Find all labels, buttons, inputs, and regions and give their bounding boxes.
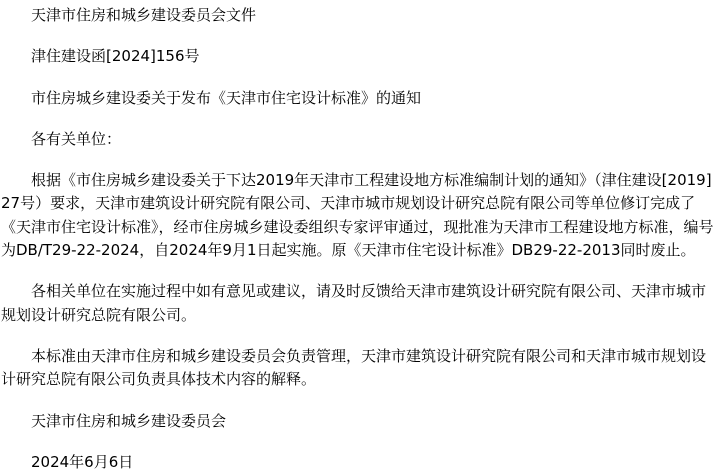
signature-date: 2024年6月6日 — [31, 452, 134, 471]
doc-number-line: 津住建设函[2024]156号 — [31, 47, 200, 66]
doc-title: 市住房城乡建设委关于发布《天津市住宅设计标准》的通知 — [31, 88, 422, 107]
paragraph-management: 本标准由天津市住房和城乡建设委员会负责管理，天津市建筑设计研究院有限公司和天津市城市规划设计研究总院有限公司负责具体技术内容的解释。 — [1, 346, 707, 389]
signature-org: 天津市住房和城乡建设委员会 — [31, 411, 227, 430]
paragraph-approval: 根据《市住房城乡建设委关于下达2019年天津市工程建设地方标准编制计划的通知》（津住建设[2019]27号）要求，天津市建筑设计研究院有限公司、天津市城市规划设计研究总院有限公司等单位修订完成了《天津市住宅设计标准》，经市住房城乡建设委组织专家评审通过，现批准为天津市工程建设地方标准，编号为DB/T29-22-2024，自2024年9月1日起实施。原《天津市住宅设计标准》DB29-22-2013同时废止。 — [1, 171, 714, 260]
salutation-line: 各有关单位： — [31, 129, 122, 148]
paragraph-feedback: 各相关单位在实施过程中如有意见或建议，请及时反馈给天津市建筑设计研究院有限公司、天津市城市规划设计研究总院有限公司。 — [1, 282, 707, 324]
org-header-line: 天津市住房和城乡建设委员会文件 — [31, 6, 257, 24]
